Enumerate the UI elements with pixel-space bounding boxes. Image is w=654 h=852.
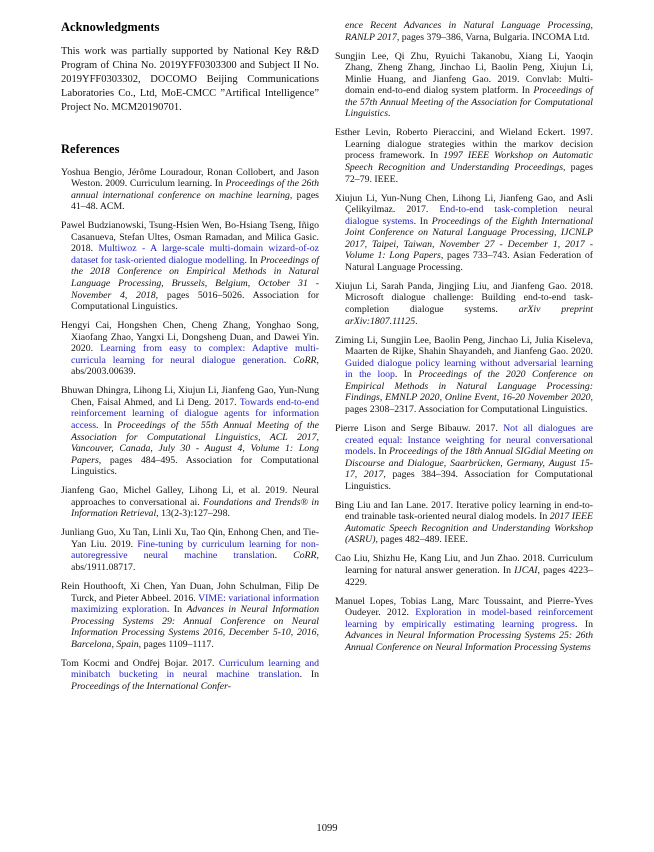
reference-entry [335,193,593,274]
reference-text: Ziming Li, Sungjin Lee, Baolin Peng, Jinchao Li, Julia Kiseleva, Maarten de Rijke, Shahin Shayandeh, and Jianfeng Gao. 2020. [335,334,593,358]
reference-text: Xiujun Li, Sarah Panda, Jingjing Liu, and Jianfeng Gao. 2018. Microsoft dialogue challenge: Building end-to-end task-completion dialogue systems. [335,280,593,316]
reference-text: Bing Liu and Ian Lane. 2017. Iterative policy learning in end-to-end trainable task-oriented neural dialog models. In [335,499,593,523]
references-list-right [335,20,593,653]
reference-title-link[interactable]: Not all dialogues are created equal: Instance weighting for neural conversational models [345,422,593,458]
reference-venue: Proceedings of the 2020 Conference on Empirical Methods in Natural Language Processing: Findings, EMNLP 2020, Online Event, 16-20 November 2020 [345,369,593,404]
reference-text: . In [299,669,319,681]
references-list-left [61,167,319,693]
reference-text: Rein Houthooft, Xi Chen, Yan Duan, John Schulman, Filip De Turck, and Pieter Abbeel. 2016. [61,581,319,604]
reference-text: . In [394,369,419,381]
reference-text: . [283,354,294,366]
reference-text: , pages 379–386, Varna, Bulgaria. INCOMA Ltd. [396,31,590,43]
two-column-layout [61,20,593,700]
reference-text: . [415,315,418,327]
reference-text: , pages 2308–2317. Association for Computational Linguistics. [345,392,593,415]
acknowledgments-text: This work was partially supported by National Key R&D Program of China No. 2019YFF0303300 and Subject II No. 2019YFF0303302, DOCOMO Beijing Communications Laboratories Co., Ltd, MoE-CMCC ”Artifical Intelligence” Project No. MCM20190701. [61,46,319,113]
reference-text: . [388,108,391,120]
reference-venue: IJCAI [514,564,538,576]
left-column [61,20,319,700]
reference-entry [61,320,319,378]
reference-entry [61,385,319,477]
reference-text: , pages 384–394. Association for Computational Linguistics. [345,469,593,492]
reference-text: Bhuwan Dhingra, Lihong Li, Xiujun Li, Jianfeng Gao, Yun-Nung Chen, Faisal Ahmed, and Li Deng. 2017. [61,385,319,408]
reference-text: Pierre Lison and Serge Bibauw. 2017. [335,422,504,434]
reference-text: . In [244,254,261,266]
reference-text: , pages 4223–4229. [345,564,593,588]
reference-text: . In [96,419,118,431]
reference-text: . In [373,446,390,458]
reference-entry [335,596,593,654]
right-column [335,20,593,700]
reference-entry [335,553,593,588]
reference-text: , pages 484–495. Association for Computational Linguistics. [71,454,319,478]
reference-text: , abs/2003.00639. [71,354,319,378]
reference-entry [61,220,319,312]
acknowledgments-heading: Acknowledgments [61,20,160,34]
reference-entry [61,581,319,650]
reference-venue: CoRR [293,354,317,366]
reference-title-link[interactable]: VIME: variational information maximizing exploration [71,592,320,616]
reference-text: Jianfeng Gao, Michel Galley, Lihong Li, et al. 2019. Neural approaches to conversational ai. [61,485,319,508]
reference-text: , 13(2-3):127–298. [156,508,230,520]
reference-text: . [274,550,294,562]
references-heading: References [61,141,120,156]
reference-title-link[interactable]: End-to-end task-completion neural dialogue systems [345,204,593,227]
reference-venue: Advances in Neural Information Processing Systems 29: Annual Conference on Neural Information Processing Systems 2016, December 5-10, 2016, Barcelona, Spain [71,604,320,650]
reference-text: Sungjin Lee, Qi Zhu, Ryuichi Takanobu, Xiang Li, Yaoqin Zhang, Zheng Zhang, Jinchao Li, Baolin Peng, Xiujun Li, Minlie Huang, and Jianfeng Gao. 2019. Convlab: Multi-domain end-to-end dialog system platform. In [335,50,593,97]
reference-entry [61,658,319,693]
reference-text: Manuel Lopes, Tobias Lang, Marc Toussaint, and Pierre-Yves Oudeyer. 2012. [335,595,593,619]
reference-venue: Proceedings of the International Confer- [71,680,231,692]
reference-text: Xiujun Li, Yun-Nung Chen, Lihong Li, Jianfeng Gao, and Asli Çelikyilmaz. 2017. [335,192,593,216]
reference-text: , pages 72–79. IEEE. [345,162,593,185]
reference-text: Junliang Guo, Xu Tan, Linli Xu, Tao Qin, Enhong Chen, and Tie-Yan Liu. 2019. [61,527,319,550]
reference-entry [61,485,319,520]
reference-text: , pages 482–489. IEEE. [375,534,468,546]
reference-venue: 1997 IEEE Workshop on Automatic Speech Recognition and Understanding Proceedings [345,150,593,174]
reference-text: . In [574,618,594,630]
reference-title-link[interactable]: Towards end-to-end reinforcement learning of dialogue agents for information access [71,396,320,431]
reference-text: , pages 1109–1117. [138,638,214,650]
reference-venue: ence Recent Advances in Natural Language Processing, RANLP 2017 [345,20,593,43]
reference-text: , pages 5016–5026. Association for Computational Linguistics. [71,289,319,313]
reference-text: Tom Kocmi and Ondřej Bojar. 2017. [61,657,219,669]
reference-venue: Foundations and Trends® in Information Retrieval [71,496,320,520]
reference-title-link[interactable]: Exploration in model-based reinforcement learning by empirically estimating learning progress [345,607,593,630]
reference-text: Pawel Budzianowski, Tsung-Hsien Wen, Bo-Hsiang Tseng, Iñigo Casanueva, Stefan Ultes, Osman Ramadan, and Milica Gasic. 2018. [61,220,319,255]
reference-venue: 2017 IEEE Automatic Speech Recognition and Understanding Workshop (ASRU) [345,511,593,546]
reference-entry [335,281,593,327]
reference-venue: Proceedings of the 55th Annual Meeting of the Association for Computational Linguistics, ACL 2017, Vancouver, Canada, July 30 - August 4, Volume 1: Long Papers [71,419,319,466]
reference-entry [335,51,593,120]
reference-entry [61,527,319,573]
reference-text: , pages 41–48. ACM. [71,189,319,213]
reference-text: Esther Levin, Roberto Pieraccini, and Wieland Eckert. 1997. Learning dialogue strategies within the markov decision process framework. In [335,127,593,162]
reference-venue: CoRR [293,550,317,562]
reference-text: , abs/1911.08717. [71,550,319,573]
reference-venue: arXiv preprint arXiv:1807.11125 [345,304,593,327]
reference-title-link[interactable]: Fine-tuning by curriculum learning for non-autoregressive neural machine translation [71,538,319,562]
reference-entry [335,127,593,185]
reference-venue: Proceedings of the 26th annual international conference on machine learning [71,178,319,201]
reference-text: . In [413,215,432,227]
reference-venue: Proceedings of the 57th Annual Meeting of the Association for Computational Linguistics [345,85,593,120]
reference-text: , pages 733–743. Asian Federation of Natural Language Processing. [345,250,593,273]
reference-venue: Proceedings of the Eighth International Joint Conference on Natural Language Processing, IJCNLP 2017, Taipei, Taiwan, November 27 - December 1, 2017 - Volume 1: Long Papers [345,215,593,262]
reference-title-link[interactable]: Learning from easy to complex: Adaptive multi-curricula learning for neural dialogue generation [71,343,319,366]
reference-title-link[interactable]: Curriculum learning and minibatch bucketing in neural machine translation [71,657,319,681]
reference-venue: Proceedings of the 18th Annual SIGdial Meeting on Discourse and Dialogue, Saarbrücken, Germany, August 15-17, 2017 [345,446,593,481]
reference-text: Hengyi Cai, Hongshen Chen, Cheng Zhang, Yonghao Song, Xiaofang Zhao, Yangxi Li, Dongsheng Duan, and Dawei Yin. 2020. [61,320,319,355]
reference-title-link[interactable]: Guided dialogue policy learning without adversarial learning in the loop [345,357,593,381]
reference-text: . In [166,604,187,616]
page-number: 1099 [316,823,338,834]
reference-text: Cao Liu, Shizhu He, Kang Liu, and Jun Zhao. 2018. Curriculum learning for natural answer generation. In [335,553,593,576]
reference-title-link[interactable]: Multiwoz - A large-scale multi-domain wizard-of-oz dataset for task-oriented dialogue modelling [71,243,319,266]
reference-entry [335,423,593,492]
reference-entry-continued [335,20,593,43]
reference-entry [335,500,593,546]
reference-venue: Proceedings of the 2018 Conference on Empirical Methods in Natural Language Processing, Brussels, Belgium, October 31 - November 4, 2018 [71,254,319,301]
reference-entry [335,335,593,416]
reference-venue: Advances in Neural Information Processing Systems 25: 26th Annual Conference on Neural Information Processing Systems [345,630,593,653]
reference-text: Yoshua Bengio, Jérôme Louradour, Ronan Collobert, and Jason Weston. 2009. Curriculum learning. In [61,166,319,190]
reference-entry [61,167,319,213]
